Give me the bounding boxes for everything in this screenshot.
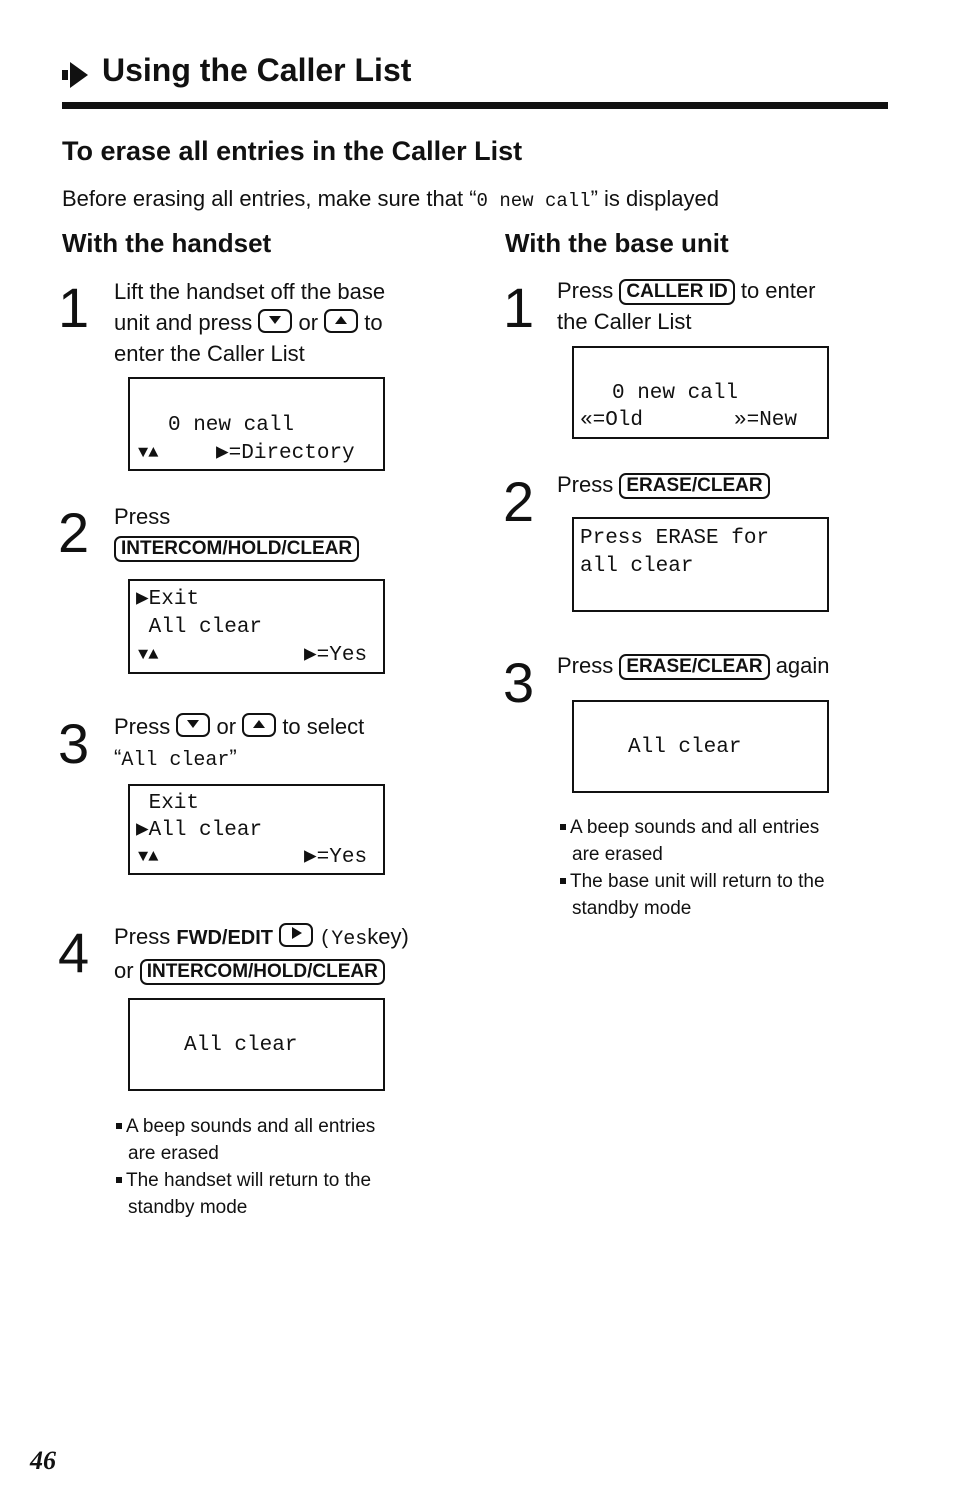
yes-key-text: key): [367, 924, 409, 949]
handset-step4-number: 4: [58, 921, 90, 984]
up-key-icon: [324, 309, 358, 333]
note-text: are erased: [128, 1143, 219, 1164]
yes-code: (Yes: [319, 928, 368, 951]
bullet-icon: [116, 1123, 122, 1129]
base-step1-press: Press: [557, 278, 614, 303]
bullet-icon: [560, 824, 566, 830]
base-step3-number: 3: [503, 651, 535, 714]
note-text: standby mode: [572, 898, 692, 919]
down-key-icon: [258, 309, 292, 333]
lcd-nav-arrows: ▼▲: [138, 848, 159, 867]
section-title: To erase all entries in the Caller List: [62, 136, 523, 166]
handset-step4-press: Press: [114, 924, 171, 949]
lcd-line: 0 new call: [168, 414, 295, 437]
fwd-edit-label: FWD/EDIT: [176, 927, 274, 949]
handset-step4-text: [114, 921, 409, 986]
lcd-line: All clear: [136, 616, 263, 639]
note-text: A beep sounds and all entries: [570, 817, 820, 838]
intro-before: Before erasing all entries, make sure that “: [62, 186, 477, 211]
lcd-line: ▶=Yes: [304, 846, 368, 869]
page-number: 46: [30, 1446, 56, 1475]
lcd-line: All clear: [628, 736, 742, 759]
handset-step3-or: or: [216, 714, 237, 739]
lcd-line: ▶=Directory: [216, 442, 355, 465]
handset-step1-or: or: [298, 310, 319, 335]
base-step1-text: [557, 275, 815, 337]
handset-lcd-4: [128, 998, 385, 1091]
handset-step4-or: or: [114, 958, 134, 983]
lcd-line: all clear: [580, 555, 694, 578]
quote-close: ”: [229, 745, 237, 770]
handset-step3-press: Press: [114, 714, 171, 739]
base-step2-press: Press: [557, 472, 614, 497]
handset-lcd-1: [128, 377, 385, 471]
handset-step2-press: Press: [114, 504, 171, 529]
handset-lcd-3: [128, 784, 385, 875]
handset-column-title: With the handset: [62, 228, 272, 258]
base-step3-again: again: [775, 653, 830, 678]
intro-after: ” is displayed: [590, 186, 719, 211]
lcd-line: »=New: [734, 409, 798, 432]
base-step2-number: 2: [503, 470, 535, 533]
base-step3-text: [557, 650, 830, 681]
lcd-line: Press ERASE for: [580, 527, 770, 550]
handset-step3-code: All clear: [121, 749, 230, 772]
handset-step2-number: 2: [58, 501, 90, 564]
lcd-line: ▶=Yes: [304, 644, 368, 667]
handset-step1-number: 1: [58, 276, 90, 339]
caller-id-key: CALLER ID: [619, 279, 734, 305]
note-text: The handset will return to the: [126, 1170, 372, 1191]
title-rule: [62, 102, 888, 109]
handset-step1-text: [114, 276, 385, 369]
bullet-icon: [116, 1177, 122, 1183]
handset-step1-line2b: to: [364, 310, 383, 335]
intercom-hold-clear-key: INTERCOM/HOLD/CLEAR: [140, 959, 385, 985]
base-step1-line2: the Caller List: [557, 309, 692, 334]
base-column-title: With the base unit: [505, 228, 729, 258]
note-text: standby mode: [128, 1197, 248, 1218]
base-lcd-1: [572, 346, 829, 439]
handset-step3-to-select: to select: [282, 714, 365, 739]
bullet-icon: [560, 878, 566, 884]
handset-step3-text: [114, 711, 364, 776]
handset-step1-line1: Lift the handset off the base: [114, 279, 386, 304]
page-title: Using the Caller List: [102, 52, 412, 88]
lcd-nav-arrows: ▼▲: [138, 646, 159, 665]
note-text: The base unit will return to the: [570, 871, 825, 892]
note-text: A beep sounds and all entries: [126, 1116, 376, 1137]
note-text: are erased: [572, 844, 663, 865]
handset-lcd-2: [128, 579, 385, 674]
lcd-line: Exit: [136, 792, 200, 815]
down-key-icon: [176, 713, 210, 737]
base-step3-press: Press: [557, 653, 614, 678]
play-key-icon: [279, 923, 313, 947]
lcd-line: «=Old: [580, 409, 644, 432]
base-notes: [560, 814, 825, 922]
base-lcd-2: [572, 517, 829, 612]
erase-clear-key: ERASE/CLEAR: [619, 654, 769, 680]
base-step1-to-enter: to enter: [740, 278, 816, 303]
handset-step2-text: [114, 501, 359, 563]
base-lcd-3: [572, 700, 829, 793]
intro-text: [62, 186, 719, 212]
arrow-right-icon: [62, 60, 90, 88]
erase-clear-key: ERASE/CLEAR: [619, 473, 769, 499]
base-step1-number: 1: [503, 276, 535, 339]
lcd-line: 0 new call: [612, 382, 739, 405]
lcd-nav-arrows: ▼▲: [138, 444, 159, 463]
handset-step1-line2: [114, 307, 385, 338]
quote-open: “: [114, 745, 122, 770]
handset-step1-line3: enter the Caller List: [114, 341, 305, 366]
intro-code: 0 new call: [476, 190, 591, 212]
up-key-icon: [242, 713, 276, 737]
lcd-line: ▶All clear: [136, 819, 263, 842]
intercom-hold-clear-key: INTERCOM/HOLD/CLEAR: [114, 536, 359, 562]
base-step2-text: [557, 469, 770, 500]
lcd-line: All clear: [184, 1034, 298, 1057]
handset-step1-line2a: unit and press: [114, 310, 253, 335]
handset-notes: [116, 1113, 375, 1221]
handset-step3-number: 3: [58, 712, 90, 775]
lcd-line: ▶Exit: [136, 588, 200, 611]
